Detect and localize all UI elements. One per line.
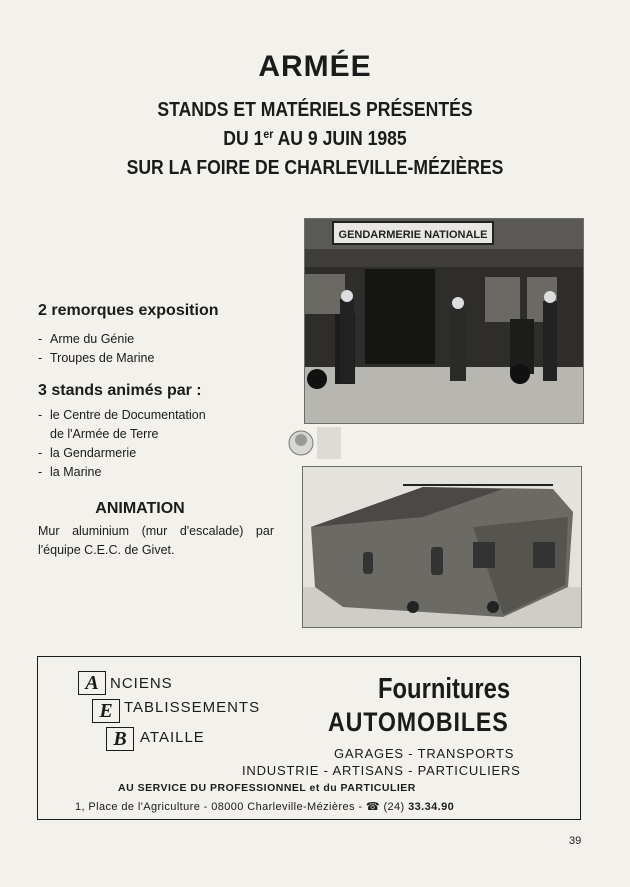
logo-word-3: ATAILLE [140, 729, 205, 746]
subtitle-line-3: SUR LA FOIRE DE CHARLEVILLE-MÉZIÈRES [126, 157, 504, 179]
ad-phone-number: 33.34.90 [408, 801, 455, 813]
subtitle-date-end: AU 9 JUIN 1985 [273, 128, 407, 150]
advertisement-box [37, 656, 581, 820]
list-item: - la Marine [38, 463, 206, 482]
logo-letter-e: E [92, 699, 120, 723]
trailers-heading: 2 remorques exposition [38, 302, 219, 319]
trailers-list [38, 330, 154, 368]
list-item: - Troupes de Marine [38, 349, 154, 368]
subtitle-date-sup: er [263, 127, 274, 141]
stand-sign-text: GENDARMERIE NATIONALE [338, 229, 488, 241]
subtitle-line-2 [38, 125, 592, 154]
ad-service-line: AU SERVICE DU PROFESSIONNEL et du PARTICULIER [118, 782, 416, 794]
gendarmerie-stand-photo [304, 218, 584, 424]
page-number: 39 [569, 835, 582, 847]
logo-word-1: NCIENS [110, 675, 173, 692]
ad-address: 1, Place de l'Agriculture - 08000 Charleville-Mézières - [75, 801, 363, 813]
subtitle-line-1: STANDS ET MATÉRIELS PRÉSENTÉS [157, 99, 473, 121]
ad-fournitures: Fournitures [378, 673, 511, 705]
subtitle-date-start: DU 1 [223, 128, 264, 150]
ad-address-line [75, 800, 454, 813]
page-subtitle [38, 96, 592, 183]
logo-word-2: TABLISSEMENTS [124, 699, 261, 716]
page-title: ARMÉE [258, 50, 372, 83]
phone-icon: ☎ [365, 801, 380, 813]
list-item: - Arme du Génie [38, 330, 154, 349]
stands-list [38, 406, 206, 482]
ad-industrie-line: INDUSTRIE - ARTISANS - PARTICULIERS [242, 763, 521, 778]
animation-text: Mur aluminium (mur d'escalade) par l'équipe C.E.C. de Givet. [38, 524, 274, 557]
logo-letter-b: B [106, 727, 134, 751]
logo-letter-a: A [78, 671, 106, 695]
animation-heading: ANIMATION [95, 500, 185, 517]
list-item [38, 406, 206, 444]
watermark-stamp-icon [287, 423, 347, 463]
list-item-text-cont: de l'Armée de Terre [50, 427, 159, 441]
stands-heading: 3 stands animés par : [38, 382, 202, 399]
ad-garages-line: GARAGES - TRANSPORTS [334, 746, 515, 761]
list-item: - la Gendarmerie [38, 444, 206, 463]
ad-automobiles: AUTOMOBILES [328, 707, 509, 737]
amphibious-vehicle-photo [302, 466, 582, 628]
list-item-text: le Centre de Documentation [50, 408, 206, 422]
ad-phone-prefix: (24) [383, 801, 405, 813]
